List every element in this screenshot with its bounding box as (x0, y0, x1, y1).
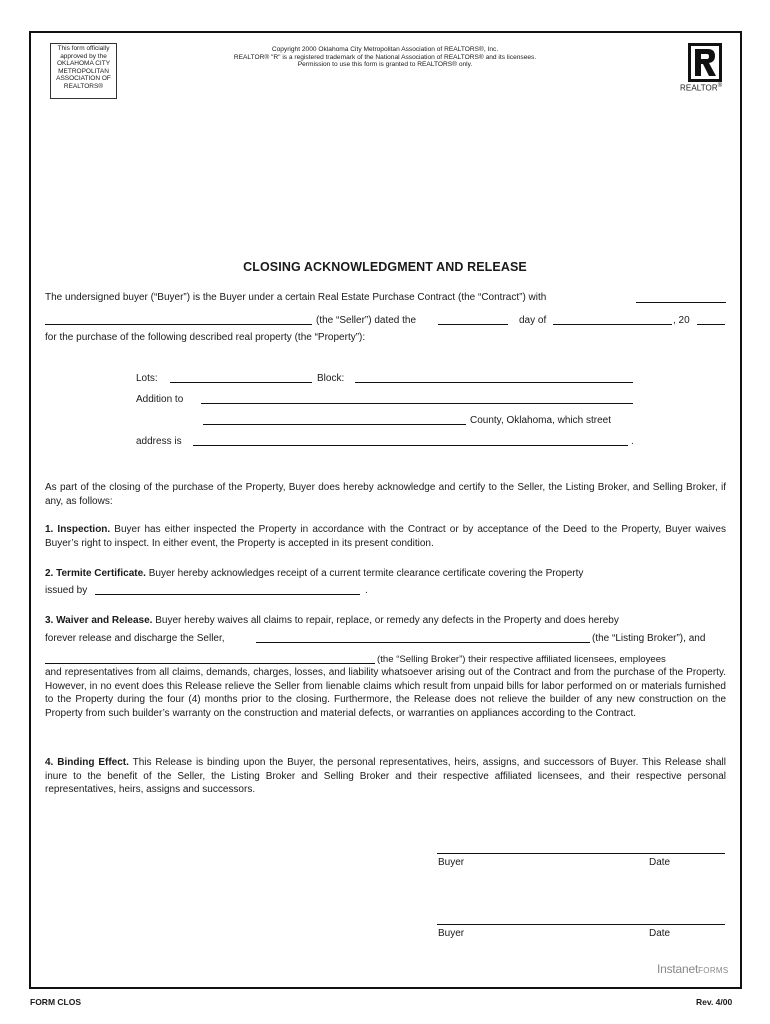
realtor-word-text: REALTOR (680, 83, 718, 93)
approval-line: approved by the (60, 52, 107, 60)
section-binding (45, 756, 726, 797)
instanet-logo (657, 962, 729, 976)
block-field[interactable] (355, 382, 633, 383)
section-inspection (45, 523, 726, 550)
buyer-label: Buyer (438, 857, 465, 868)
section-heading: 2. Termite Certificate. (45, 568, 146, 579)
section-text: Buyer hereby acknowledges receipt of a current termite clearance certificate covering the Property (145, 568, 584, 579)
dated-day-field[interactable] (438, 324, 508, 325)
day-of-label: day of (519, 315, 547, 326)
part-of-closing-paragraph: As part of the closing of the purchase of the Property, Buyer does hereby acknowledge and certify to the Seller, the Listing Broker, and Selling Broker, if any, as follows: (45, 482, 726, 507)
form-border (29, 31, 742, 989)
form-code: FORM CLOS (30, 997, 81, 1007)
intro-line-1: The undersigned buyer (“Buyer”) is the Buyer under a certain Real Estate Purchase Contract (the “Contract”) with (45, 292, 547, 303)
address-end: . (631, 436, 634, 447)
registered-mark: ® (717, 83, 723, 89)
section-text: This Release is binding upon the Buyer, the personal representatives, heirs, assigns, and successors of Buyer. This Release shall inure to the benefit of the Seller, the Listing Broker and Selling Broker and their respective affiliated licensees, and their respective personal representatives, heirs, assigns and successors. (45, 757, 727, 795)
address-label: address is (136, 436, 182, 447)
year-field[interactable] (697, 324, 725, 325)
seller-name-field[interactable] (45, 324, 312, 325)
selling-broker-label: (the “Selling Broker”) their respective affiliated licensees, employees (377, 654, 666, 665)
approval-box (50, 43, 117, 99)
buyer-label: Buyer (438, 928, 465, 939)
contract-with-field[interactable] (636, 302, 726, 303)
lots-field[interactable] (170, 382, 312, 383)
intro-line-3: for the purchase of the following described real property (the “Property”): (45, 332, 366, 343)
issued-by-field[interactable] (95, 594, 360, 595)
realtor-logo-icon (688, 43, 722, 82)
approval-line: METROPOLITAN (58, 67, 109, 75)
seller-label: (the “Seller”) dated the (316, 315, 417, 326)
approval-line: REALTORS® (63, 82, 104, 90)
waiver-rest-text: and representatives from all claims, demands, charges, losses, and liability whatsoever arising out of the Contract and from the purchase of the Property. However, in no event does this Release relieve the Seller from lienable claims which result from unpaid bills for labor performed on or materials furnished to the Property during the four (4) months prior to the closing. Furthermore, the Release does not relieve the builder of any new construction on the Property from such builder’s warranty on the construction and material defects, or warranties on appliances according to the Contract. (45, 667, 726, 719)
listing-broker-label: (the “Listing Broker”), and (592, 633, 706, 644)
issued-by-label: issued by (45, 585, 88, 596)
section-text: Buyer hereby waives all claims to repair, replace, or remedy any defects in the Property and does hereby (152, 615, 619, 626)
form-title: CLOSING ACKNOWLEDGMENT AND RELEASE (243, 260, 527, 274)
copyright-notice (170, 46, 600, 69)
year-prefix: , 20 (673, 315, 690, 326)
approval-line: ASSOCIATION OF (56, 75, 111, 83)
listing-broker-field[interactable] (256, 642, 590, 643)
section-heading: 1. Inspection. (45, 524, 111, 535)
release-seller-label: forever release and discharge the Seller, (45, 633, 225, 644)
addition-field[interactable] (201, 403, 633, 404)
address-field[interactable] (193, 445, 628, 446)
issued-by-end: . (365, 585, 368, 596)
month-field[interactable] (553, 324, 672, 325)
copyright-line: Copyright 2000 Oklahoma City Metropolitan Association of REALTORS®, Inc. (271, 46, 499, 53)
selling-broker-field[interactable] (45, 663, 375, 664)
approval-line: OKLAHOMA CITY (56, 60, 111, 68)
copyright-line: REALTOR® "R" is a registered trademark of the National Association of REALTORS® and its licensees. (233, 53, 537, 61)
addition-label: Addition to (136, 394, 184, 405)
lots-label: Lots: (136, 373, 158, 384)
section-termite (45, 567, 726, 581)
section-text: Buyer has either inspected the Property in accordance with the Contract or by acceptance of the Deed to the Property, Buyer waives Buyer’s right to inspect. In either event, the Property is accepted in its present condition. (45, 524, 726, 549)
date-label: Date (649, 857, 671, 868)
instanet-main: Instanet (657, 962, 699, 976)
date-label: Date (649, 928, 671, 939)
buyer-signature-line[interactable] (437, 853, 725, 854)
county-field[interactable] (203, 424, 466, 425)
revision-date: Rev. 4/00 (696, 997, 733, 1007)
approval-line: This form officially (57, 45, 110, 52)
copyright-line: Permission to use this form is granted to REALTORS® only. (297, 61, 473, 69)
instanet-sub: FORMS (698, 966, 729, 975)
section-heading: 3. Waiver and Release. (45, 615, 153, 626)
block-label: Block: (317, 373, 345, 384)
section-waiver (45, 614, 726, 628)
county-label: County, Oklahoma, which street (470, 415, 611, 426)
section-heading: 4. Binding Effect. (45, 757, 129, 768)
buyer-signature-line[interactable] (437, 924, 725, 925)
realtor-wordmark (680, 83, 722, 93)
